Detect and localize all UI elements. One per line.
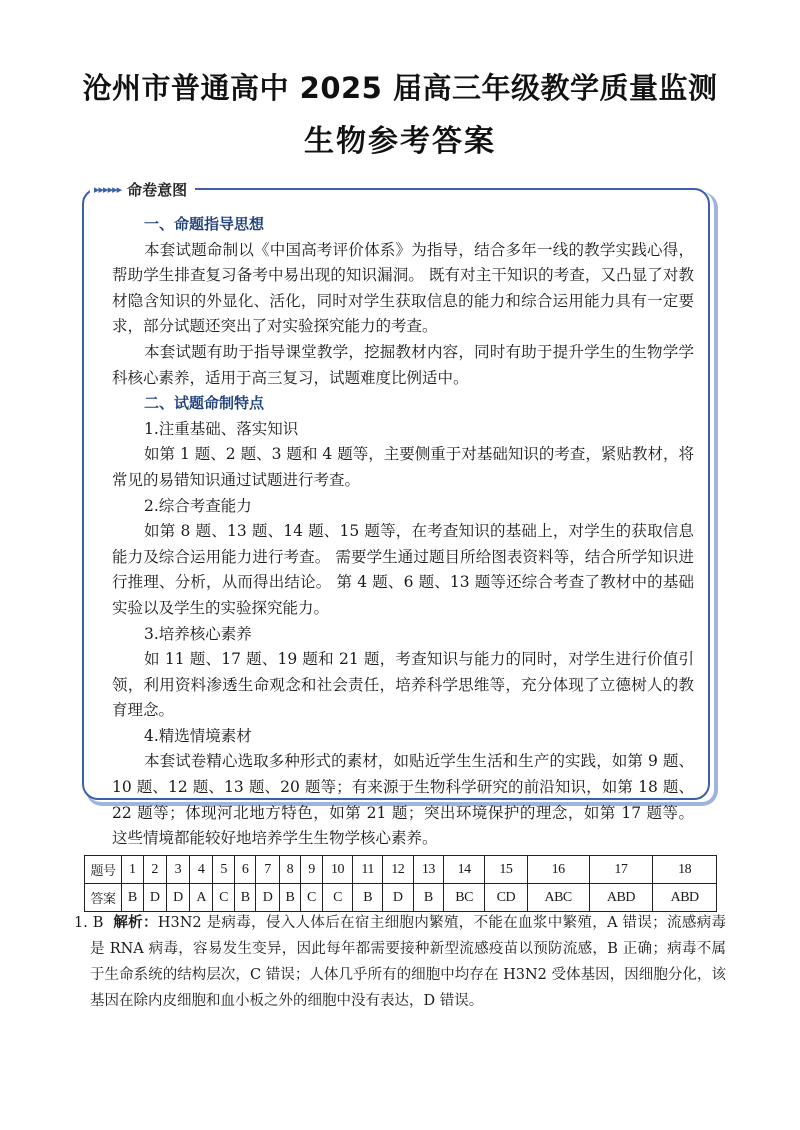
feature-4-text: 本套试卷精心选取多种形式的素材，如贴近学生生活和生产的实践，如第 9 题、10 题、12 题、13 题、20 题等；有来源于生物科学研究的前沿知识，如第 18 题、22 题等；体现河北地方特色，如第 21 题；突出环境保护的理念，如第 17 题等。 这些情境都能较好地培养学生生物学核心素养。 xyxy=(112,752,694,848)
answer-cell: D xyxy=(166,884,189,912)
question-number: 17 xyxy=(589,856,653,884)
answer-row xyxy=(85,884,717,912)
explanation-question-label: 1. B xyxy=(74,915,104,931)
intent-content xyxy=(112,212,694,852)
feature-4-title: 4.精选情境素材 xyxy=(144,726,252,745)
intent-tab-label: 命卷意图 xyxy=(127,180,188,199)
question-number: 11 xyxy=(353,856,383,884)
arrow-decoration-icon: ▸▸▸▸▸▸ xyxy=(94,182,122,196)
explanation-text: H3N2 是病毒，侵入人体后在宿主细胞内繁殖，不能在血浆中繁殖，A 错误；流感病毒是 RNA 病毒，容易发生变异，因此每年都需要接种新型流感疫苗以预防流感，B 正确；病毒不属于生命系统的结构层次，C 错误；人体几乎所有的细胞中均存在 H3N2 受体基因，因细胞分化，该基因在除内皮细胞和血小板之外的细胞中没有表达，D 错误。 xyxy=(90,915,726,1009)
question-number: 10 xyxy=(322,856,353,884)
document-subtitle: 生物参考答案 xyxy=(304,124,496,159)
feature-3-title: 3.培养核心素养 xyxy=(144,624,252,643)
section-heading-features: 二、试题命制特点 xyxy=(144,394,265,413)
answer-cell: D xyxy=(382,884,413,912)
question-number: 6 xyxy=(234,856,256,884)
answer-cell: ABD xyxy=(653,884,717,912)
question-number: 14 xyxy=(444,856,485,884)
question-row-label: 题号 xyxy=(85,856,122,884)
answer-cell: C xyxy=(322,884,353,912)
question-number: 16 xyxy=(527,856,589,884)
explanation-keyword: 解析： xyxy=(113,915,158,931)
answer-row-label: 答案 xyxy=(85,884,122,912)
answer-cell: B xyxy=(234,884,256,912)
feature-2-text: 如第 8 题、13 题、14 题、15 题等，在考查知识的基础上，对学生的获取信息能力及综合运用能力进行考查。 需要学生通过题目所给图表资料等，结合所学知识进行推理、分析，从而得出结论。 第 4 题、6 题、13 题等还综合考查了教材中的基础实验以及学生的实验探究能力。 xyxy=(112,522,694,617)
explanation-q1 xyxy=(74,910,726,1014)
question-number: 5 xyxy=(213,856,235,884)
answer-cell: D xyxy=(143,884,166,912)
feature-1-title: 1.注重基础、落实知识 xyxy=(144,419,299,438)
answer-cell: ABD xyxy=(589,884,653,912)
feature-2-title: 2.综合考查能力 xyxy=(144,496,252,515)
feature-1-text: 如第 1 题、2 题、3 题和 4 题等，主要侧重于对基础知识的考查，紧贴教材，将常见的易错知识通过试题进行考查。 xyxy=(112,445,694,489)
section-heading-guideline: 一、命题指导思想 xyxy=(144,215,265,233)
feature-3-text: 如 11 题、17 题、19 题和 21 题，考查知识与能力的同时，对学生进行价值引领，利用资料渗透生命观念和社会责任，培养科学思维等，充分体现了立德树人的教育理念。 xyxy=(112,650,694,720)
question-number: 9 xyxy=(301,856,323,884)
question-number: 18 xyxy=(653,856,717,884)
question-number: 12 xyxy=(382,856,413,884)
answer-cell: B xyxy=(279,884,301,912)
question-number: 8 xyxy=(279,856,301,884)
document-title: 沧州市普通高中 2025 届高三年级教学质量监测 xyxy=(82,71,718,105)
answer-cell: D xyxy=(256,884,279,912)
answer-cell: CD xyxy=(485,884,528,912)
question-number: 1 xyxy=(122,856,144,884)
question-number: 4 xyxy=(190,856,213,884)
answer-table xyxy=(84,855,717,912)
answer-cell: C xyxy=(301,884,323,912)
question-number: 15 xyxy=(485,856,528,884)
question-number: 2 xyxy=(143,856,166,884)
answer-cell: A xyxy=(190,884,213,912)
answer-cell: ABC xyxy=(527,884,589,912)
question-number: 13 xyxy=(413,856,444,884)
guideline-paragraph-1: 本套试题命制以《中国高考评价体系》为指导，结合多年一线的教学实践心得，帮助学生排查复习备考中易出现的知识漏洞。 既有对主干知识的考查，又凸显了对教材隐含知识的外显化、活化，同时对学生获取信息的能力和综合运用能力具有一定要求，部分试题还突出了对实验探究能力的考查。 xyxy=(112,240,694,336)
guideline-paragraph-2: 本套试题有助于指导课堂教学，挖掘教材内容，同时有助于提升学生的生物学学科核心素养，适用于高三复习，试题难度比例适中。 xyxy=(112,342,694,387)
answer-cell: B xyxy=(353,884,383,912)
question-number: 3 xyxy=(166,856,189,884)
intent-tab xyxy=(90,178,195,200)
answer-cell: BC xyxy=(444,884,485,912)
answer-cell: C xyxy=(213,884,235,912)
question-number: 7 xyxy=(256,856,279,884)
question-number-row xyxy=(85,856,717,884)
answer-cell: B xyxy=(122,884,144,912)
answer-cell: B xyxy=(413,884,444,912)
